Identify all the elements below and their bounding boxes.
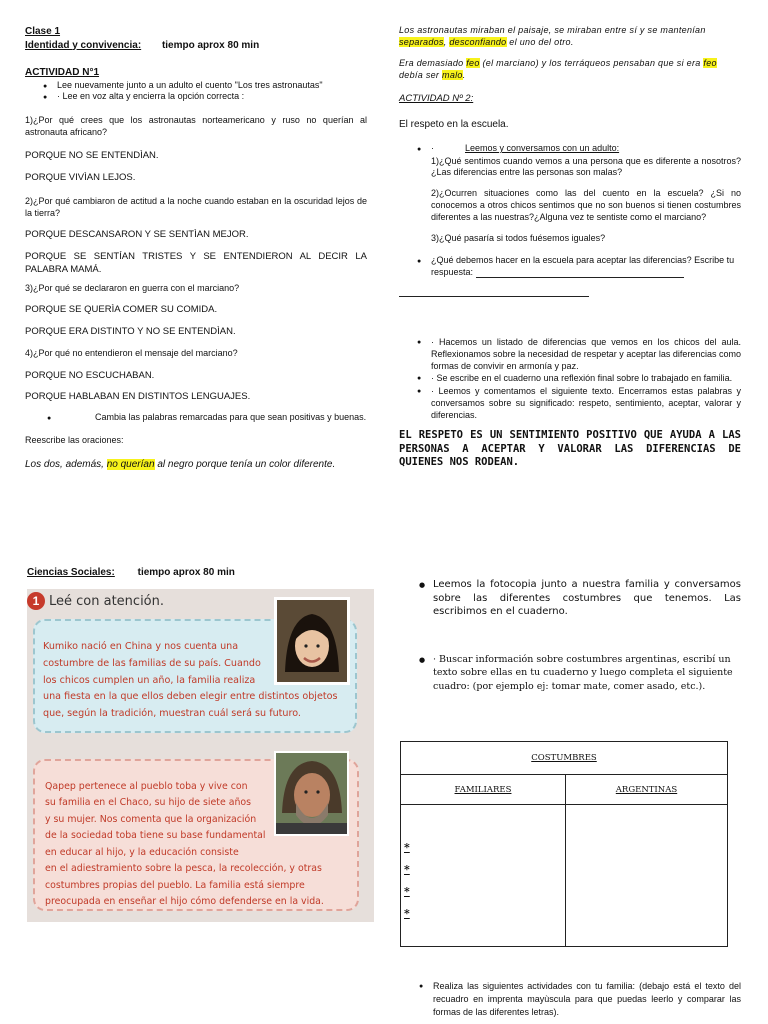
activity-1-title: ACTIVIDAD N°1 (25, 67, 100, 78)
change-words-text: Cambia las palabras remarcadas para que sean positivas y buenas. (95, 412, 367, 423)
right-question-3: 3)¿Qué pasaría si todos fuésemos iguales? (431, 233, 606, 244)
sentence-end: . (462, 70, 466, 81)
answer-line[interactable] (399, 278, 589, 297)
highlighted-phrase: no querían (106, 458, 155, 470)
familiares-cell[interactable] (401, 805, 566, 947)
card-line: costumbres propias del pueblo. La familia está siempre (45, 879, 305, 891)
customs-research-list (419, 653, 741, 693)
rewrite-label: Reescribe las oraciones: (25, 434, 124, 445)
bullet-mark: * (404, 863, 410, 876)
sentence-mid: debía ser (399, 70, 443, 81)
card-line: de la sociedad toba tiene su base fundamental (45, 830, 266, 842)
right-question-2: 2)¿Ocurren situaciones como las del cuento en la escuela? ¿Si no conocemos a otros chicos sentimos que no son buenos si tienen costumbres diferentes a las nuestras?¿Alguna vez te sentiste como el marciano? (431, 188, 741, 222)
answer-line[interactable] (476, 268, 684, 278)
column-header-familiares (401, 775, 566, 805)
man-portrait-icon (276, 753, 347, 834)
class-title: Clase 1 (25, 26, 61, 37)
question-4: 4)¿Por qué no entendieron el mensaje del marciano? (25, 348, 238, 359)
bullet-mark: * (404, 907, 410, 920)
sentence-end: el uno del otro. (506, 36, 574, 47)
card-line: una fiesta en la que ellos deben elegir entre distintos objetos (43, 691, 338, 703)
right-question-4: ¿Qué debemos hacer en la escuela para aceptar las diferencias? Escribe tu respuesta: (431, 254, 735, 277)
rewrite-sentence (25, 458, 367, 472)
highlighted-word: feo (466, 58, 480, 69)
column-header-label: ARGENTINAS (615, 784, 678, 795)
question-2: 2)¿Por qué cambiaron de actitud a la noche cuando estaban en la oscuridad lejos de la tierra? (25, 195, 367, 219)
highlighted-word: desconfiando (449, 36, 507, 47)
card-line: que, según la tradición, muestran cuál será su futuro. (43, 708, 301, 720)
story-sentence-1 (399, 25, 741, 48)
sentence-start: Los dos, además, (25, 458, 107, 470)
activity-1-bullets (43, 80, 367, 103)
left-top-column (25, 25, 367, 471)
list-item: ● · Se escribe en el cuaderno una reflexión final sobre lo trabajado en familia. (417, 372, 741, 384)
list-item: ● · Buscar información sobre costumbres argentinas, escribí un texto sobre ellas en tu cuaderno y luego completa el siguiente cuadro: (por ejemplo ej: tomar mate, comer asado, etc.). (419, 653, 741, 693)
sentence-start: Era demasiado (399, 58, 467, 69)
kumiko-photo (274, 597, 350, 685)
highlighted-word: malo (442, 70, 463, 81)
card-line: en el adiestramiento sobre la pesca, la recolección, y otras (45, 863, 322, 875)
table-title: COSTUMBRES (531, 753, 597, 763)
q2-option-b: PORQUE SE SENTÍAN TRISTES Y SE ENTENDIERON AL DECIR LA PALABRA MAMÁ. (25, 251, 367, 275)
activity-2-title: ACTIVIDAD Nº 2: (399, 92, 474, 104)
unit-title: Identidad y convivencia: (25, 39, 142, 51)
respect-definition: EL RESPETO ES UN SENTIMIENTO POSITIVO QUE AYUDA A LAS PERSONAS A ACEPTAR Y VALORAR LAS DIFERENCIAS DE QUIENES NOS RODEAN. (399, 429, 741, 469)
table-title-cell (401, 742, 728, 775)
list-item (417, 143, 741, 245)
argentinas-cell[interactable] (566, 805, 728, 947)
section-time: tiempo aprox 80 min (137, 567, 235, 578)
q3-option-a: PORQUE SE QUERÌA COMER SU COMIDA. (25, 303, 218, 315)
question-1: 1)¿Por qué crees que los astronautas norteamericano y ruso no querían al astronauta africano? (25, 115, 367, 138)
change-words-list (47, 412, 367, 424)
q3-option-b: PORQUE ERA DISTINTO Y NO SE ENTENDÌAN. (25, 325, 236, 337)
activity-2-items (417, 336, 741, 421)
list-item: ● Leemos la fotocopia junto a nuestra familia y conversamos sobre las diferentes costumbres que tenemos. Las escribimos en el cuaderno. (419, 578, 741, 619)
unit-heading (25, 39, 367, 53)
list-item: ● · Lee en voz alta y encierra la opción correcta : (43, 91, 367, 102)
number-badge (27, 592, 45, 610)
sentence-end: al negro porque tenía un color diferente. (154, 458, 336, 470)
list-item (47, 412, 367, 424)
q4-option-a: PORQUE NO ESCUCHABAN. (25, 369, 155, 381)
card-line: los chicos cumplen un año, la familia realiza (43, 674, 256, 686)
family-activities-list (419, 980, 741, 1019)
bullet-mark: * (404, 841, 410, 854)
social-sciences-heading (27, 567, 235, 578)
list-item (417, 255, 741, 278)
card-line: preocupada en enseñar el hijo cómo defenderse en la vida. (45, 896, 324, 908)
card-line: y su mujer. Nos comenta que la organización (45, 813, 257, 825)
card-line: Qapep pertenece al pueblo toba y vive con (45, 781, 248, 792)
column-header-label: FAMILIARES (454, 784, 512, 795)
list-item: ● Realiza las siguientes actividades con tu familia: (debajo está el texto del recuadro en imprenta mayùscula para que puedas leerlo y comparar las formas de las diferentes letras). (419, 980, 741, 1019)
q2-option-a: PORQUE DESCANSARON Y SE SENTÌAN MEJOR. (25, 229, 249, 241)
card-line: su familia en el Chaco, su hijo de siete años (45, 797, 252, 809)
q4-option-b: PORQUE HABLABAN EN DISTINTOS LENGUAJES. (25, 391, 251, 403)
question-3: 3)¿Por qué se declararon en guerra con el marciano? (25, 282, 240, 293)
girl-portrait-icon (277, 600, 347, 682)
right-top-column (399, 25, 741, 470)
story-sentence-2 (399, 58, 741, 81)
bullet-mark: * (404, 885, 410, 898)
q1-option-a: PORQUE NO SE ENTENDÌAN. (25, 150, 159, 162)
card-line: costumbre de las familias de su país. Cuando (43, 657, 261, 669)
unit-time: tiempo aprox 80 min (161, 39, 260, 51)
badge-number: 1 (32, 594, 40, 608)
bullet-dot: · (431, 143, 434, 154)
respeto-heading: El respeto en la escuela. (399, 118, 509, 130)
card-line: en educar al hijo, y la educación consiste (45, 846, 239, 858)
right-question-1: 1)¿Qué sentimos cuando vemos a una persona que es diferente a nosotros?¿Las diferencias entre las personas son malas? (431, 155, 741, 178)
qapep-photo (274, 751, 349, 836)
card-line: Kumiko nació en China y nos cuenta una (43, 641, 239, 652)
sentence-mid: , (443, 36, 450, 47)
highlighted-word: separados (399, 36, 444, 47)
list-item: ● · Hacemos un listado de diferencias que vemos en los chicos del aula. Reflexionamos sobre la necesidad de respetar y aceptar las diferencias como formas de convivir en armonía y paz. (417, 336, 741, 372)
customs-table (400, 741, 728, 947)
list-item: ● Lee nuevamente junto a un adulto el cuento "Los tres astronautas" (43, 80, 367, 91)
highlighted-word: feo (703, 58, 717, 69)
family-reading-list (419, 578, 741, 619)
column-header-argentinas (566, 775, 728, 805)
section-title: Ciencias Sociales: (27, 567, 115, 578)
read-instruction: Leé con atención. (49, 594, 165, 609)
sentence-mid: (el marciano) y los terráqueos pensaban que si era (479, 58, 704, 69)
sentence-start: Los astronautas miraban el paisaje, se miraban entre sí y se mantenían (399, 25, 706, 35)
list-item: ● · Leemos y comentamos el siguiente texto. Encerramos estas palabras y conversamos sobre su significado: respeto, sentimiento, aceptar, valorar y diferencias. (417, 385, 741, 421)
read-and-talk-heading: Leemos y conversamos con un adulto: (465, 143, 620, 154)
reading-figure (27, 589, 374, 922)
q1-option-b: PORQUE VIVÌAN LEJOS. (25, 172, 136, 184)
activity-2-list (417, 143, 741, 278)
